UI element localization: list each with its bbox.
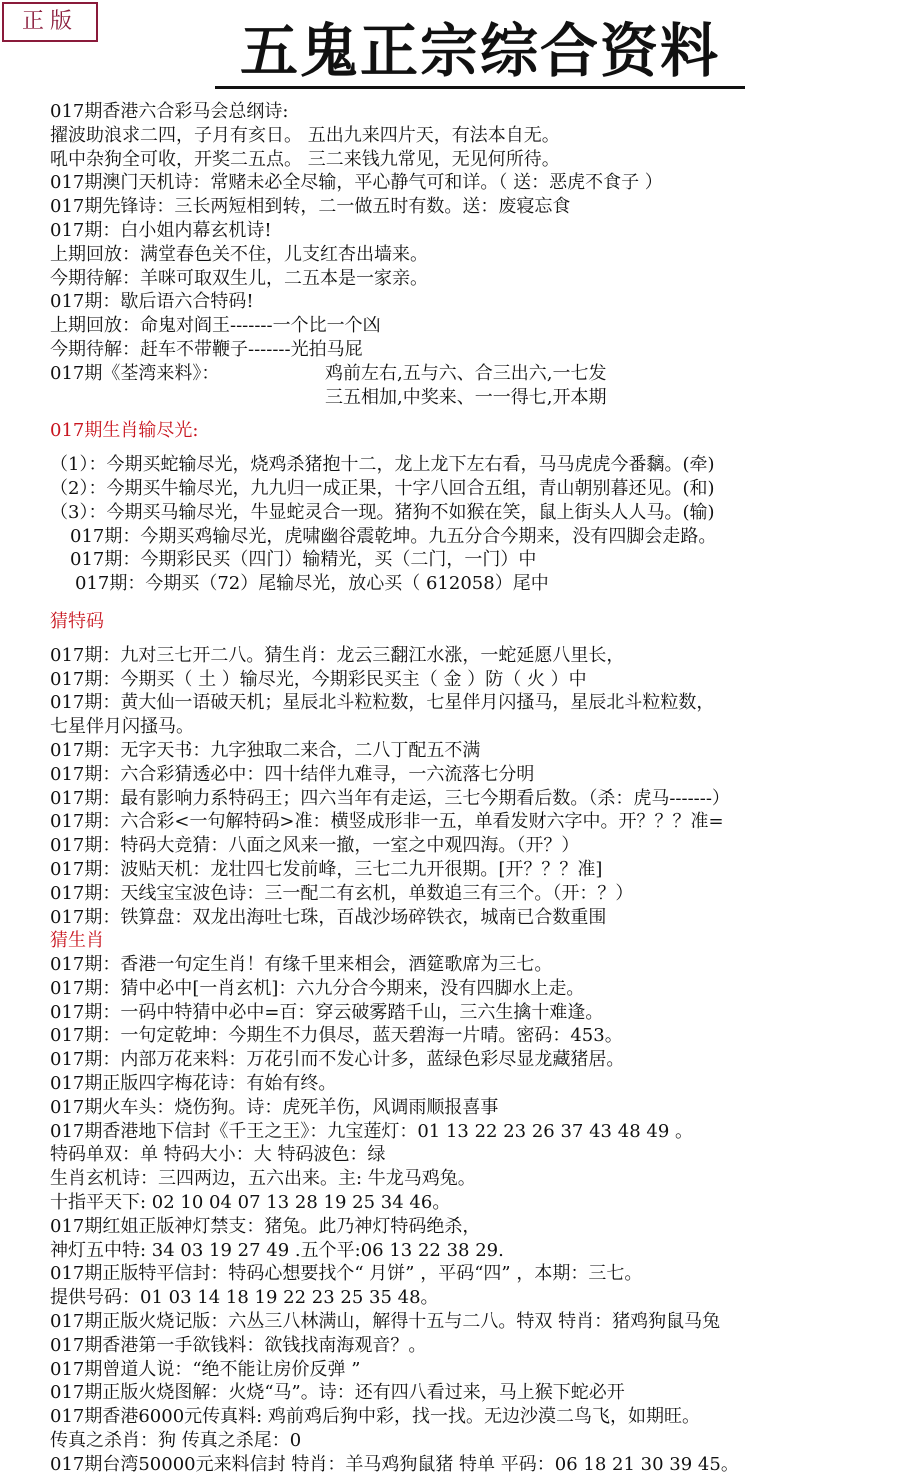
shengxiao-line: （2）：今期买牛输尽光，九九归一成正果，十字八回合五组，青山朝别暮还见。(和) — [50, 477, 715, 499]
guess-shengxiao-line: 017期正版火烧图解：火烧“马”。诗：还有四八看过来，马上猴下蛇必开 — [50, 1382, 625, 1404]
lucky-label: 017期《荃湾来料》： — [50, 362, 220, 384]
tema-line: 017期：今期买（ 土 ）输尽光，今期彩民买主（ 金 ）防（ 火 ）中 — [50, 668, 587, 690]
guess-shengxiao-line: 特码单双：单 特码大小：大 特码波色：绿 — [50, 1144, 386, 1166]
tema-line: 017期：特码大竞猜：八面之风来一撤，一室之中观四海。（开？） — [50, 835, 580, 857]
guess-shengxiao-line: 017期：一句定乾坤：今期生不力俱尽，蓝天碧海一片晴。密码：453。 — [50, 1025, 623, 1047]
lucky-block — [50, 362, 898, 410]
poem-line: 今期待解：赶车不带鞭子-------光拍马屁 — [50, 338, 363, 360]
guess-shengxiao-line: 提供号码：01 03 14 18 19 22 23 25 35 48。 — [50, 1287, 439, 1309]
shengxiao-line: （1）：今期买蛇输尽光，烧鸡杀猪抱十二，龙上龙下左右看，马马虎虎今番黐。(牵) — [50, 454, 715, 476]
lucky-lines — [325, 362, 606, 410]
tema-line: 017期：无字天书：九字独取二来合，二八丁配五不满 — [50, 739, 481, 761]
guess-shengxiao-line: 017期正版火烧记版：六丛三八林满山，解得十五与二八。特双 特肖：猪鸡狗鼠马兔 — [50, 1311, 721, 1333]
guess-shengxiao-line: 017期：香港一句定生肖！有缘千里来相会，酒筵歌席为三七。 — [50, 954, 553, 976]
poem-line: 017期：歇后语六合特码! — [50, 291, 254, 313]
section-heading: 猜生肖 — [50, 930, 104, 952]
guess-shengxiao-line: 017期：猜中必中[一肖玄机]：六九分合今期来，没有四脚水上走。 — [50, 977, 585, 999]
tema-line: 017期：最有影响力系特码王；四六当年有走运，三七今期看后数。（杀：虎马-------） — [50, 787, 730, 809]
tema-line: 017期：波贴天机：龙壮四七发前峰，三七二九开很期。[开？？？准] — [50, 858, 603, 880]
tema-line: 017期：九对三七开二八。猜生肖：龙云三翻江水涨，一蛇延愿八里长， — [50, 644, 625, 666]
tema-line: 017期：铁算盘：双龙出海吐七珠，百战沙场碎铁衣，城南已合数重围 — [50, 906, 607, 928]
poem-line: 上期回放：命鬼对阎王-------一个比一个凶 — [50, 315, 381, 337]
guess-shengxiao-line: 017期香港第一手欲钱料：欲钱找南海观音？。 — [50, 1334, 427, 1356]
guess-shengxiao-line: 017期正版特平信封：特码心想要找个“ 月饼” ，平码“四” ，本期：三七。 — [50, 1263, 643, 1285]
guess-shengxiao-line: 017期正版四字梅花诗：有始有终。 — [50, 1073, 337, 1095]
guess-shengxiao-line: 017期：内部万花来料：万花引而不发心计多，蓝绿色彩尽显龙藏猪居。 — [50, 1049, 625, 1071]
poem-line: 017期先锋诗：三长两短相到转，二一做五时有数。送：废寝忘食 — [50, 196, 571, 218]
poem-line: 今期待解：羊咪可取双生儿，二五本是一家亲。 — [50, 267, 428, 289]
page-title: 五鬼正宗综合资料 — [215, 18, 745, 89]
tema-line: 017期：六合彩猜透必中：四十结伴九难寻，一六流落七分明 — [50, 763, 535, 785]
guess-shengxiao-line: 017期台湾50000元来料信封 特肖：羊马鸡狗鼠猪 特单 平码：06 18 21 30 39 45。 — [50, 1453, 739, 1475]
poem-line: 017期澳门天机诗：常赌未必全尽输，平心静气可和详。（ 送：恶虎不食子 ） — [50, 172, 663, 194]
poem-line: 吼中杂狗全可收，开奖二五点。 三二来钱九常见，无见何所待。 — [50, 148, 560, 170]
shengxiao-line: （3）：今期买马输尽光，牛显蛇灵合一现。猪狗不如猴在笑，鼠上街头人人马。(输) — [50, 501, 715, 523]
content — [50, 100, 898, 1477]
poem-line: 擢波助浪求二四，子月有亥日。 五出九来四片天，有法本自无。 — [50, 124, 560, 146]
lucky-line: 三五相加,中奖来、一一得七,开本期 — [325, 386, 607, 408]
lucky-line: 鸡前左右,五与六、合三出六,一七发 — [325, 362, 607, 384]
guess-shengxiao-line: 十指平天下: 02 10 04 07 13 28 19 25 34 46。 — [50, 1192, 451, 1214]
guess-shengxiao-line: 生肖玄机诗：三四两边，五六出来。主: 牛龙马鸡兔。 — [50, 1168, 476, 1190]
tema-line: 七星伴月闪搔马。 — [50, 716, 194, 738]
tema-line: 017期：六合彩<一句解特码>准：横竖成形非一五，单看发财六字中。开？？？准= — [50, 811, 724, 833]
guess-shengxiao-line: 017期香港地下信封《千王之王》：九宝莲灯：01 13 22 23 26 37 43 48 49 。 — [50, 1120, 693, 1142]
section-heading: 猜特码 — [50, 610, 104, 632]
guess-shengxiao-line: 017期火车头：烧伤狗。诗：虎死羊伤，风调雨顺报喜事 — [50, 1096, 499, 1118]
shengxiao-extra-line: 017期：今期彩民买（四门）输精光，买（二门，一门）中 — [70, 549, 537, 571]
shengxiao-extra-line: 017期：今期买（72）尾输尽光，放心买（ 612058）尾中 — [75, 573, 549, 595]
guess-shengxiao-line: 017期红姐正版神灯禁支：猪兔。此乃神灯特码绝杀， — [50, 1215, 481, 1237]
poem-line: 017期：白小姐内幕玄机诗! — [50, 219, 272, 241]
poem-line: 上期回放：满堂春色关不住，儿支红杏出墙来。 — [50, 243, 428, 265]
guess-shengxiao-line: 传真之杀肖：狗 传真之杀尾：0 — [50, 1430, 302, 1452]
guess-shengxiao-line: 017期香港6000元传真料: 鸡前鸡后狗中彩，找一找。无边沙漠二鸟飞，如期旺。 — [50, 1406, 700, 1428]
guess-shengxiao-line: 017期：一码中特猜中必中=百：穿云破雾踏千山，三六生擒十难逢。 — [50, 1001, 604, 1023]
guess-shengxiao-line: 神灯五中特: 34 03 19 27 49 .五个平:06 13 22 38 29. — [50, 1239, 504, 1261]
poem-line: 017期香港六合彩马会总纲诗: — [50, 101, 289, 122]
tema-line: 017期：天线宝宝波色诗：三一配二有玄机，单数追三有三个。（开：？） — [50, 882, 634, 904]
section-heading: 017期生肖输尽光: — [50, 420, 199, 442]
tema-line: 017期：黄大仙一语破天机；星辰北斗粒粒数，七星伴月闪搔马，星辰北斗粒粒数， — [50, 692, 715, 714]
shengxiao-extra-line: 017期：今期买鸡输尽光，虎啸幽谷震乾坤。九五分合今期来，没有四脚会走路。 — [70, 525, 717, 547]
official-badge: 正版 — [2, 2, 98, 42]
guess-shengxiao-line: 017期曾道人说：“绝不能让房价反弹 ” — [50, 1358, 361, 1380]
